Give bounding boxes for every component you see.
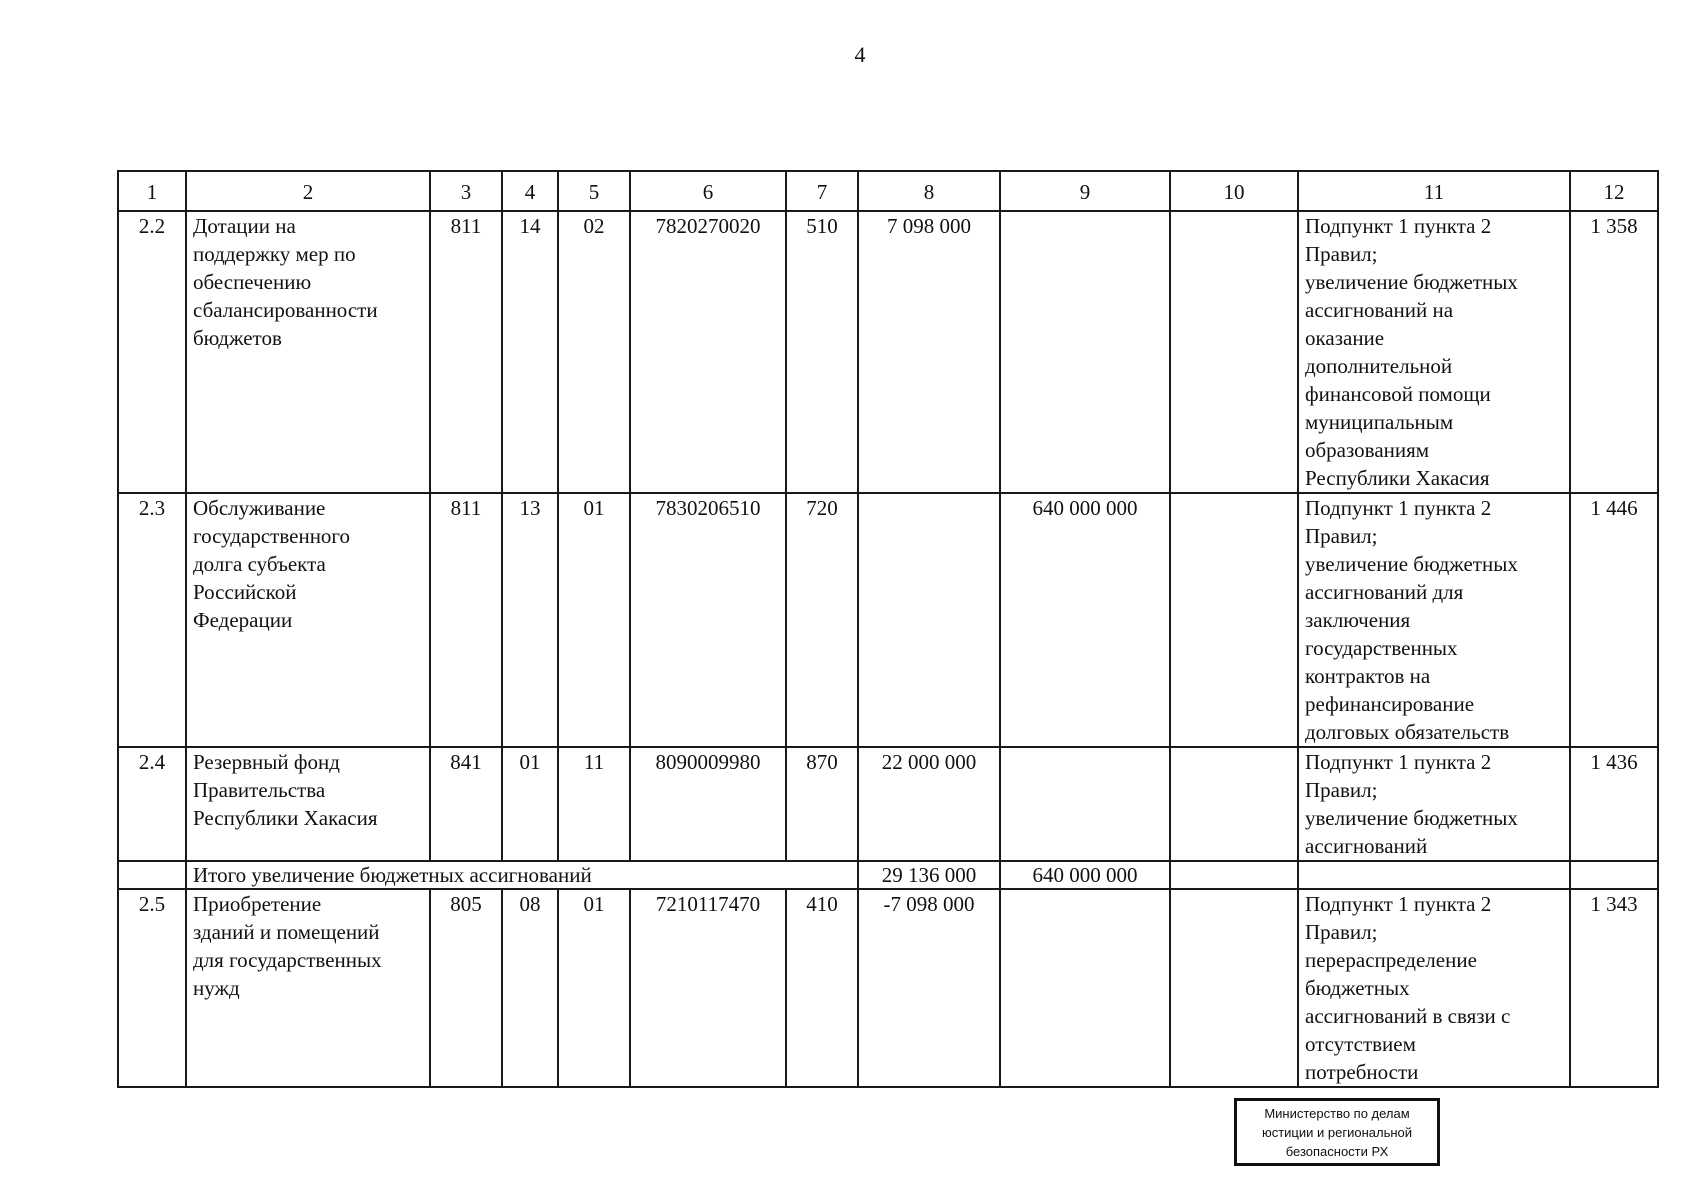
row-number: 2.4 (118, 747, 186, 861)
header-cell: 10 (1170, 171, 1298, 211)
section-code: 13 (502, 493, 558, 747)
subsection-code: 01 (558, 493, 630, 747)
row-note: Подпункт 1 пункта 2 Правил; увеличение бюджетных ассигнований на оказание дополнительной финансовой помощи муниципальным образованиям Республики Хакасия (1298, 211, 1570, 493)
row-name: Дотации на поддержку мер по обеспечению сбалансированности бюджетов (186, 211, 430, 493)
row-note: Подпункт 1 пункта 2 Правил; увеличение бюджетных ассигнований (1298, 747, 1570, 861)
target-article-code: 7830206510 (630, 493, 786, 747)
total-col11 (1298, 861, 1570, 889)
stamp-line: юстиции и региональной (1261, 1125, 1413, 1140)
row-note: Подпункт 1 пункта 2 Правил; увеличение бюджетных ассигнований для заключения государственных контрактов на рефинансирование долговых обязательств (1298, 493, 1570, 747)
amount-col8 (858, 493, 1000, 747)
amount-col9 (1000, 889, 1170, 1087)
expense-type-code: 410 (786, 889, 858, 1087)
expense-type-code: 510 (786, 211, 858, 493)
amount-col10 (1170, 211, 1298, 493)
table-header-row (118, 171, 1658, 211)
amount-col8: -7 098 000 (858, 889, 1000, 1087)
section-code: 08 (502, 889, 558, 1087)
amount-col10 (1170, 747, 1298, 861)
ministry-code: 811 (430, 493, 502, 747)
amount-col8: 7 098 000 (858, 211, 1000, 493)
row-note: Подпункт 1 пункта 2 Правил; перераспределение бюджетных ассигнований в связи с отсутствием потребности (1298, 889, 1570, 1087)
stamp-line: безопасности РХ (1285, 1144, 1389, 1159)
row-name: Резервный фонд Правительства Республики Хакасия (186, 747, 430, 861)
subsection-code: 02 (558, 211, 630, 493)
target-article-code: 8090009980 (630, 747, 786, 861)
amount-col9 (1000, 211, 1170, 493)
section-code: 14 (502, 211, 558, 493)
page-number: 4 (854, 42, 866, 67)
header-cell: 3 (430, 171, 502, 211)
table-row (118, 889, 1658, 1087)
stamp-line: Министерство по делам (1264, 1106, 1410, 1121)
header-cell: 5 (558, 171, 630, 211)
expense-type-code: 870 (786, 747, 858, 861)
header-cell: 7 (786, 171, 858, 211)
header-cell: 6 (630, 171, 786, 211)
header-cell: 2 (186, 171, 430, 211)
ministry-stamp (1234, 1098, 1440, 1166)
budget-table (117, 170, 1659, 1088)
total-col8: 29 136 000 (858, 861, 1000, 889)
header-cell: 1 (118, 171, 186, 211)
row-name: Приобретение зданий и помещений для государственных нужд (186, 889, 430, 1087)
header-cell: 4 (502, 171, 558, 211)
table-row (118, 747, 1658, 861)
amount-col10 (1170, 493, 1298, 747)
table-row (118, 211, 1658, 493)
header-cell: 8 (858, 171, 1000, 211)
amount-col9: 640 000 000 (1000, 493, 1170, 747)
row-ref: 1 446 (1570, 493, 1658, 747)
amount-col9 (1000, 747, 1170, 861)
header-cell: 9 (1000, 171, 1170, 211)
total-row (118, 861, 1658, 889)
row-number: 2.3 (118, 493, 186, 747)
total-label: Итого увеличение бюджетных ассигнований (186, 861, 858, 889)
row-number: 2.2 (118, 211, 186, 493)
total-row-blank (118, 861, 186, 889)
ministry-code: 811 (430, 211, 502, 493)
row-name: Обслуживание государственного долга субъекта Российской Федерации (186, 493, 430, 747)
amount-col10 (1170, 889, 1298, 1087)
header-cell: 12 (1570, 171, 1658, 211)
row-ref: 1 436 (1570, 747, 1658, 861)
total-col9: 640 000 000 (1000, 861, 1170, 889)
ministry-code: 841 (430, 747, 502, 861)
amount-col8: 22 000 000 (858, 747, 1000, 861)
table-row (118, 493, 1658, 747)
target-article-code: 7820270020 (630, 211, 786, 493)
header-cell: 11 (1298, 171, 1570, 211)
section-code: 01 (502, 747, 558, 861)
target-article-code: 7210117470 (630, 889, 786, 1087)
row-number: 2.5 (118, 889, 186, 1087)
expense-type-code: 720 (786, 493, 858, 747)
row-ref: 1 358 (1570, 211, 1658, 493)
total-col10 (1170, 861, 1298, 889)
row-ref: 1 343 (1570, 889, 1658, 1087)
subsection-code: 01 (558, 889, 630, 1087)
total-col12 (1570, 861, 1658, 889)
subsection-code: 11 (558, 747, 630, 861)
ministry-code: 805 (430, 889, 502, 1087)
